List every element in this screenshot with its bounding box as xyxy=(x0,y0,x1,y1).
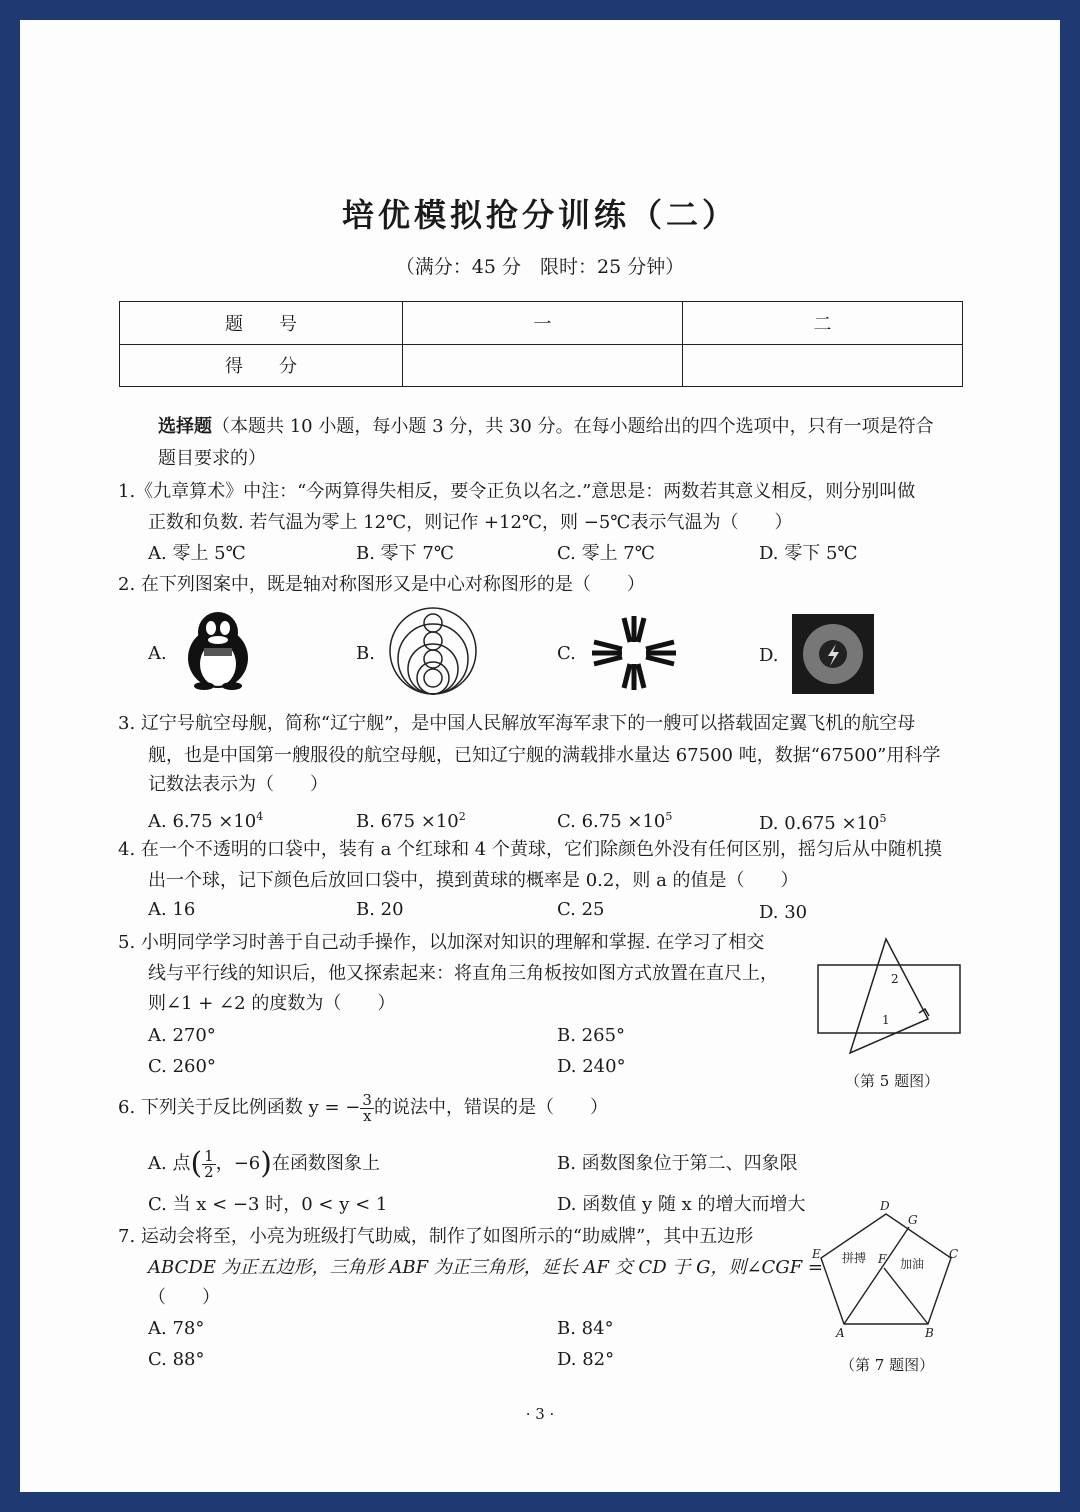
q5-figure-caption: （第 5 题图） xyxy=(845,1072,940,1090)
table-row xyxy=(120,344,963,387)
denominator: 2 xyxy=(204,1162,214,1181)
table-cell xyxy=(403,344,683,387)
fraction xyxy=(360,1090,374,1125)
q3-option-a xyxy=(148,805,263,834)
q2-text: 2. 在下列图案中，既是轴对称图形又是中心对称图形的是（ ） xyxy=(118,574,645,595)
angle-2-label: 2 xyxy=(891,972,899,986)
exponent: 5 xyxy=(879,812,887,825)
q5-text-3: 则∠1 + ∠2 的度数为（ ） xyxy=(148,993,396,1014)
svg-text:A: A xyxy=(836,1326,845,1340)
table-cell: 题 号 xyxy=(120,302,403,345)
q3-text: 3. 辽宁号航空母舰，简称“辽宁舰”，是中国人民解放军海军隶下的一艘可以搭载固定翼飞机的航空母 xyxy=(118,713,916,734)
option-label: A. 6.75 ×10 xyxy=(148,811,257,832)
star-burst-figure-icon xyxy=(590,612,678,694)
q7-figure-caption: （第 7 题图） xyxy=(840,1356,935,1374)
svg-text:G: G xyxy=(908,1213,918,1227)
q7-text-3: （ ） xyxy=(148,1287,220,1308)
table-cell: 一 xyxy=(403,302,683,345)
q7-option-a: A. 78° xyxy=(148,1318,205,1339)
q4-option-a: A. 16 xyxy=(148,899,196,920)
q7-option-b: B. 84° xyxy=(557,1318,614,1339)
q2-option-a: A. xyxy=(148,643,167,664)
q5-option-c: C. 260° xyxy=(148,1056,216,1077)
dark-emblem-figure-icon xyxy=(792,614,874,694)
q6-text-pre: 6. 下列关于反比例函数 y = − xyxy=(118,1097,361,1118)
q6-option-c: C. 当 x < −3 时，0 < y < 1 xyxy=(148,1194,388,1215)
svg-text:E: E xyxy=(812,1247,821,1261)
q1-option-a: A. 零上 5℃ xyxy=(148,543,246,564)
q3-text-3: 记数法表示为（ ） xyxy=(148,774,328,795)
q6-option-a: A. 点( $\frac{1}{2}$ ，−6)在函数图象上 xyxy=(148,1146,380,1181)
option-label: B. 675 ×10 xyxy=(356,811,459,832)
svg-text:加油: 加油 xyxy=(900,1257,925,1271)
q4-option-b: B. 20 xyxy=(356,899,404,920)
fraction xyxy=(202,1146,216,1181)
q3-option-b xyxy=(356,805,466,834)
q1-option-b: B. 零下 7℃ xyxy=(356,543,454,564)
q4-option-c: C. 25 xyxy=(557,899,605,920)
q6-option-b: B. 函数图象位于第二、四象限 xyxy=(557,1153,798,1174)
q6-text-post: 的说法中，错误的是（ ） xyxy=(373,1097,608,1118)
q1-option-c: C. 零上 7℃ xyxy=(557,543,655,564)
coordinate: ，−6 xyxy=(215,1153,261,1174)
q2-option-d: D. xyxy=(759,645,779,666)
q2-option-b: B. xyxy=(356,643,375,664)
q4-text-2: 出一个球，记下颜色后放回口袋中，摸到黄球的概率是 0.2，则 a 的值是（ ） xyxy=(148,870,799,891)
q7-option-c: C. 88° xyxy=(148,1349,205,1370)
q5-text: 5. 小明同学学习时善于自己动手操作，以加深对知识的理解和掌握. 在学习了相交 xyxy=(118,932,765,953)
page-subtitle: （满分：45 分 限时：25 分钟） xyxy=(395,256,685,278)
q5-option-d: D. 240° xyxy=(557,1056,626,1077)
q1-text-2: 正数和负数. 若气温为零上 12℃，则记作 +12℃，则 −5℃表示气温为（ ） xyxy=(148,512,793,533)
q7-text-2: ABCDE 为正五边形，三角形 ABF 为正三角形，延长 AF 交 CD 于 G，则∠CGF = xyxy=(148,1257,823,1278)
section-instructions xyxy=(158,415,934,439)
q3-option-c xyxy=(557,805,672,834)
q4-text: 4. 在一个不透明的口袋中，装有 a 个红球和 4 个黄球，它们除颜色外没有任何区别，摇匀后从中随机摸 xyxy=(118,839,942,860)
q3-text-2: 舰，也是中国第一艘服役的航空母舰，已知辽宁舰的满载排水量达 67500 吨，数据“67500”用科学 xyxy=(148,745,941,766)
option-label: D. 0.675 ×10 xyxy=(759,813,880,834)
q7-text: 7. 运动会将至，小亮为班级打气助威，制作了如图所示的“助威牌”，其中五边形 xyxy=(118,1226,754,1247)
q1-text: 1.《九章算术》中注：“今两算得失相反，要令正负以名之.”意思是：两数若其意义相反，则分别叫做 xyxy=(118,481,916,502)
svg-text:拼搏: 拼搏 xyxy=(842,1251,867,1265)
q5-text-2: 线与平行线的知识后，他又探索起来：将直角三角板按如图方式放置在直尺上， xyxy=(148,963,778,984)
table-row xyxy=(120,302,963,345)
page-title: 培优模拟抢分训练（二） xyxy=(341,196,738,234)
svg-text:F: F xyxy=(878,1252,887,1266)
q2-option-c: C. xyxy=(557,643,576,664)
table-cell: 得 分 xyxy=(120,344,403,387)
svg-text:C: C xyxy=(949,1247,959,1261)
q3-option-d xyxy=(759,807,886,836)
score-table xyxy=(119,301,963,387)
q5-ruler-triangle-figure xyxy=(815,935,963,1057)
numerator: 3 xyxy=(362,1090,372,1109)
svg-text:B: B xyxy=(925,1326,934,1340)
angle-1-label: 1 xyxy=(882,1013,890,1027)
page-number: · 3 · xyxy=(525,1405,555,1423)
exponent: 2 xyxy=(458,810,466,823)
q7-pentagon-figure xyxy=(808,1196,964,1342)
q6-text xyxy=(118,1090,608,1126)
exponent: 5 xyxy=(665,810,673,823)
section-desc-2: 题目要求的） xyxy=(158,448,266,469)
q6-option-d: D. 函数值 y 随 x 的增大而增大 xyxy=(557,1194,806,1215)
numerator: 1 xyxy=(204,1146,214,1165)
option-label: A. 点 xyxy=(148,1153,191,1174)
q4-option-d: D. 30 xyxy=(759,902,808,923)
denominator: x xyxy=(362,1106,372,1125)
section-heading: 选择题 xyxy=(158,416,212,437)
table-cell: 二 xyxy=(683,302,963,345)
circles-figure-icon xyxy=(386,606,480,696)
q1-option-d: D. 零下 5℃ xyxy=(759,543,858,564)
table-cell xyxy=(683,344,963,387)
penguin-figure-icon xyxy=(180,608,256,690)
svg-text:D: D xyxy=(880,1199,890,1213)
option-tail: 在函数图象上 xyxy=(271,1153,380,1174)
exponent: 4 xyxy=(256,810,264,823)
section-desc: （本题共 10 小题，每小题 3 分，共 30 分。在每小题给出的四个选项中，只有一项是符合 xyxy=(212,416,934,437)
q5-option-b: B. 265° xyxy=(557,1025,626,1046)
q7-option-d: D. 82° xyxy=(557,1349,615,1370)
q5-option-a: A. 270° xyxy=(148,1025,216,1046)
option-label: C. 6.75 ×10 xyxy=(557,811,666,832)
